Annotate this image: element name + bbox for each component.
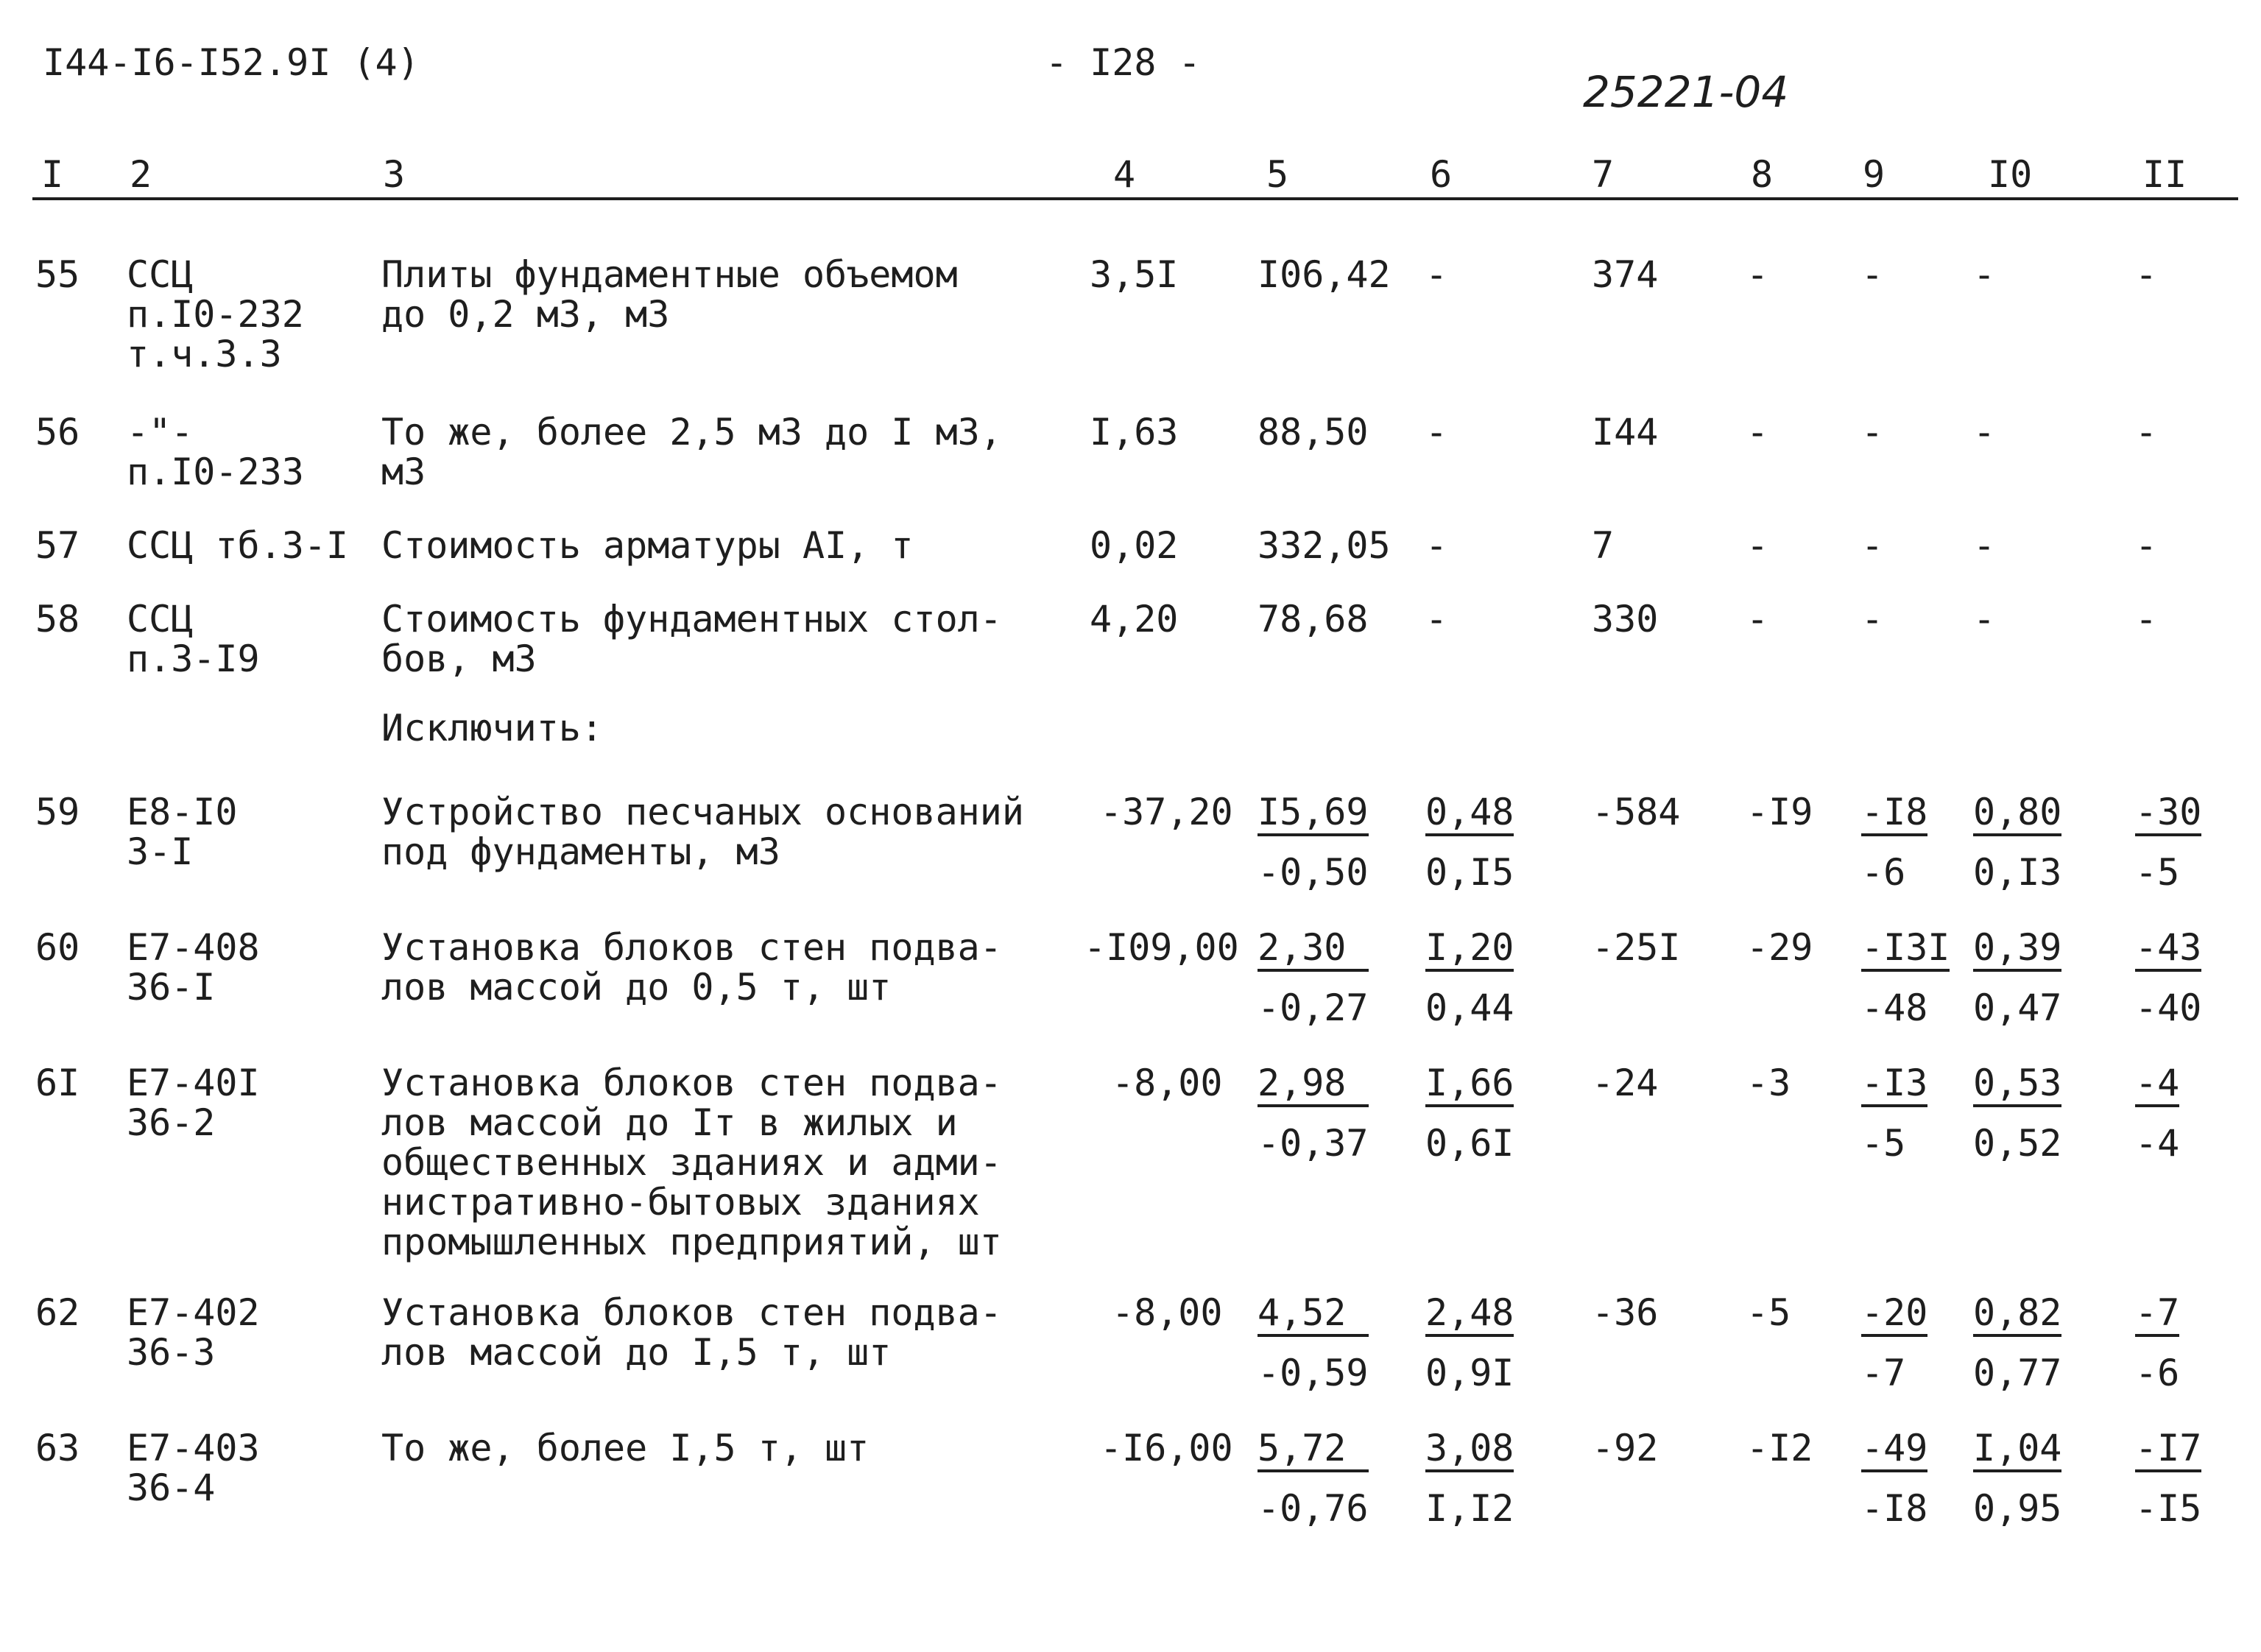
row-number: 59 (35, 791, 80, 833)
work-description: То же, более I,5 т, шт (381, 1427, 870, 1469)
column-header: II (2142, 153, 2187, 196)
fraction-cell (1425, 1428, 1514, 1528)
fraction-top: 0,80 (1973, 792, 2061, 836)
quantity-cell: -I09,00 (1084, 926, 1239, 969)
rate-code: Е7-40I 36-2 (127, 1062, 260, 1144)
fraction-bottom: -48 (1861, 986, 1928, 1029)
work-description: Установка блоков стен подва- лов массой до 0,5 т, шт (381, 926, 1002, 1009)
fraction-cell (2135, 1293, 2179, 1393)
fraction-cell (1258, 792, 1369, 892)
value-cell: - (1425, 411, 1448, 453)
fraction-bottom: -6 (1861, 851, 1906, 894)
value-cell: - (1746, 598, 1769, 640)
fraction-top: -43 (2135, 928, 2201, 972)
page-number: - I28 - (1045, 41, 1201, 84)
column-header: 2 (130, 153, 152, 196)
column-header: 7 (1592, 153, 1615, 196)
fraction-cell (1973, 1428, 2061, 1528)
fraction-top: -30 (2135, 792, 2201, 836)
fraction-cell (1973, 1293, 2061, 1393)
value-cell: - (1861, 524, 1884, 567)
fraction-top: -I7 (2135, 1428, 2201, 1472)
column-header: 5 (1266, 153, 1289, 196)
column-header: 8 (1751, 153, 1774, 196)
value-cell: -25I (1592, 926, 1681, 969)
row-number: 60 (35, 926, 80, 969)
quantity-cell: 3,5I (1090, 253, 1179, 296)
fraction-bottom: -40 (2135, 986, 2202, 1029)
value-cell: - (1746, 253, 1769, 296)
rate-code: -"- п.I0-233 (127, 411, 304, 493)
document-code: I44-I6-I52.9I (4) (43, 41, 420, 84)
fraction-top: -4 (2135, 1063, 2179, 1107)
fraction-cell (1425, 928, 1514, 1028)
fraction-top: 0,82 (1973, 1293, 2061, 1337)
value-cell: 78,68 (1258, 598, 1369, 640)
value-cell: - (2135, 598, 2158, 640)
value-cell: I06,42 (1258, 253, 1391, 296)
fraction-bottom: -I8 (1861, 1487, 1928, 1530)
row-number: 55 (35, 253, 80, 296)
fraction-cell (2135, 792, 2201, 892)
fraction-top: 2,30 (1258, 928, 1369, 972)
fraction-bottom: -6 (2135, 1352, 2180, 1394)
fraction-top: I,20 (1425, 928, 1514, 972)
fraction-cell (2135, 1428, 2201, 1528)
fraction-top: -I3 (1861, 1063, 1927, 1107)
column-header: 3 (383, 153, 406, 196)
header-rule (32, 197, 2238, 200)
value-cell: -3 (1746, 1062, 1791, 1104)
value-cell: - (1861, 411, 1884, 453)
fraction-bottom: 0,9I (1425, 1352, 1514, 1394)
fraction-bottom: -7 (1861, 1352, 1906, 1394)
fraction-bottom: 0,6I (1425, 1122, 1514, 1165)
quantity-cell: I,63 (1090, 411, 1179, 453)
row-number: 6I (35, 1062, 80, 1104)
fraction-top: I,04 (1973, 1428, 2061, 1472)
value-cell: - (1973, 253, 1996, 296)
column-header: 6 (1430, 153, 1453, 196)
fraction-top: I,66 (1425, 1063, 1514, 1107)
fraction-top: 5,72 (1258, 1428, 1369, 1472)
fraction-cell (1425, 1063, 1514, 1163)
work-description: Стоимость фундаментных стол- бов, м3 (381, 598, 1002, 680)
value-cell: - (2135, 253, 2158, 296)
fraction-bottom: 0,77 (1973, 1352, 2062, 1394)
row-number: 56 (35, 411, 80, 453)
value-cell: 332,05 (1258, 524, 1391, 567)
value-cell: - (1973, 411, 1996, 453)
fraction-bottom: -0,59 (1258, 1352, 1369, 1394)
work-description: То же, более 2,5 м3 до I м3, м3 (381, 411, 1002, 493)
fraction-bottom: 0,I3 (1973, 851, 2062, 894)
fraction-bottom: -0,76 (1258, 1487, 1369, 1530)
rate-code: Е7-408 36-I (127, 926, 260, 1009)
fraction-bottom: 0,I5 (1425, 851, 1514, 894)
value-cell: - (1425, 598, 1448, 640)
value-cell: - (2135, 411, 2158, 453)
value-cell: - (1973, 524, 1996, 567)
column-header: I (41, 153, 64, 196)
fraction-cell (1425, 1293, 1514, 1393)
value-cell: - (1973, 598, 1996, 640)
value-cell: I44 (1592, 411, 1659, 453)
row-number: 62 (35, 1291, 80, 1334)
quantity-cell: -8,00 (1112, 1291, 1223, 1334)
value-cell: 7 (1592, 524, 1615, 567)
column-header: 9 (1863, 153, 1886, 196)
fraction-cell (1973, 928, 2061, 1028)
fraction-bottom: -I5 (2135, 1487, 2202, 1530)
fraction-bottom: -0,27 (1258, 986, 1369, 1029)
fraction-cell (1861, 1428, 1927, 1528)
quantity-cell: -37,20 (1100, 791, 1233, 833)
fraction-top: -I8 (1861, 792, 1927, 836)
handwritten-number: 25221-04 (1583, 67, 1789, 117)
value-cell: -92 (1592, 1427, 1659, 1469)
rate-code: ССЦ п.3-I9 (127, 598, 260, 680)
rate-code: Е7-403 36-4 (127, 1427, 260, 1509)
value-cell: 88,50 (1258, 411, 1369, 453)
fraction-cell (1973, 792, 2061, 892)
value-cell: - (1746, 524, 1769, 567)
fraction-top: 4,52 (1258, 1293, 1369, 1337)
work-description: Установка блоков стен подва- лов массой до I,5 т, шт (381, 1291, 1002, 1374)
value-cell: -5 (1746, 1291, 1791, 1334)
column-header: 4 (1113, 153, 1136, 196)
fraction-bottom: -0,37 (1258, 1122, 1369, 1165)
column-header: I0 (1988, 153, 2033, 196)
fraction-cell (1258, 1428, 1369, 1528)
value-cell: - (1425, 524, 1448, 567)
value-cell: -584 (1592, 791, 1681, 833)
fraction-bottom: -5 (1861, 1122, 1906, 1165)
value-cell: -I9 (1746, 791, 1813, 833)
value-cell: - (1861, 598, 1884, 640)
quantity-cell: 0,02 (1090, 524, 1179, 567)
value-cell: -36 (1592, 1291, 1659, 1334)
rate-code: Е7-402 36-3 (127, 1291, 260, 1374)
fraction-top: -7 (2135, 1293, 2179, 1337)
work-description: Устройство песчаных оснований под фундаменты, м3 (381, 791, 1024, 873)
fraction-top: 0,48 (1425, 792, 1514, 836)
fraction-bottom: 0,52 (1973, 1122, 2062, 1165)
fraction-bottom: 0,95 (1973, 1487, 2062, 1530)
row-number: 57 (35, 524, 80, 567)
fraction-top: 0,39 (1973, 928, 2061, 972)
fraction-cell (1861, 1063, 1927, 1163)
work-description: Плиты фундаментные объемом до 0,2 м3, м3 (381, 253, 958, 336)
fraction-top: 2,98 (1258, 1063, 1369, 1107)
value-cell: - (1746, 411, 1769, 453)
fraction-top: 2,48 (1425, 1293, 1514, 1337)
fraction-cell (1861, 1293, 1927, 1393)
row-number: 58 (35, 598, 80, 640)
fraction-bottom: I,I2 (1425, 1487, 1514, 1530)
fraction-cell (1861, 792, 1927, 892)
value-cell: -24 (1592, 1062, 1659, 1104)
fraction-cell (1425, 792, 1514, 892)
value-cell: 330 (1592, 598, 1659, 640)
fraction-cell (1258, 1063, 1369, 1163)
fraction-top: 3,08 (1425, 1428, 1514, 1472)
fraction-cell (2135, 1063, 2179, 1163)
fraction-bottom: -4 (2135, 1122, 2180, 1165)
fraction-top: -49 (1861, 1428, 1927, 1472)
rate-code: ССЦ тб.3-I (127, 524, 349, 567)
fraction-cell (2135, 928, 2201, 1028)
work-description: Установка блоков стен подва- лов массой до Iт в жилых и общественных зданиях и адми- нистративно-бытовых зданиях промышленных предприятий, шт (381, 1062, 1002, 1263)
value-cell: - (1861, 253, 1884, 296)
fraction-top: I5,69 (1258, 792, 1369, 836)
fraction-bottom: -5 (2135, 851, 2180, 894)
quantity-cell: 4,20 (1090, 598, 1179, 640)
fraction-top: -20 (1861, 1293, 1927, 1337)
value-cell: 374 (1592, 253, 1659, 296)
exclude-label: Исключить: (381, 707, 604, 749)
fraction-bottom: 0,44 (1425, 986, 1514, 1029)
quantity-cell: -I6,00 (1100, 1427, 1233, 1469)
value-cell: - (1425, 253, 1448, 296)
value-cell: -I2 (1746, 1427, 1813, 1469)
rate-code: Е8-I0 3-I (127, 791, 238, 873)
value-cell: - (2135, 524, 2158, 567)
fraction-top: 0,53 (1973, 1063, 2061, 1107)
fraction-bottom: 0,47 (1973, 986, 2062, 1029)
fraction-cell (1861, 928, 1950, 1028)
quantity-cell: -8,00 (1112, 1062, 1223, 1104)
row-number: 63 (35, 1427, 80, 1469)
fraction-cell (1258, 1293, 1369, 1393)
work-description: Стоимость арматуры AI, т (381, 524, 914, 567)
rate-code: ССЦ п.I0-232 т.ч.3.3 (127, 253, 304, 375)
fraction-top: -I3I (1861, 928, 1950, 972)
fraction-cell (1973, 1063, 2061, 1163)
fraction-bottom: -0,50 (1258, 851, 1369, 894)
value-cell: -29 (1746, 926, 1813, 969)
fraction-cell (1258, 928, 1369, 1028)
